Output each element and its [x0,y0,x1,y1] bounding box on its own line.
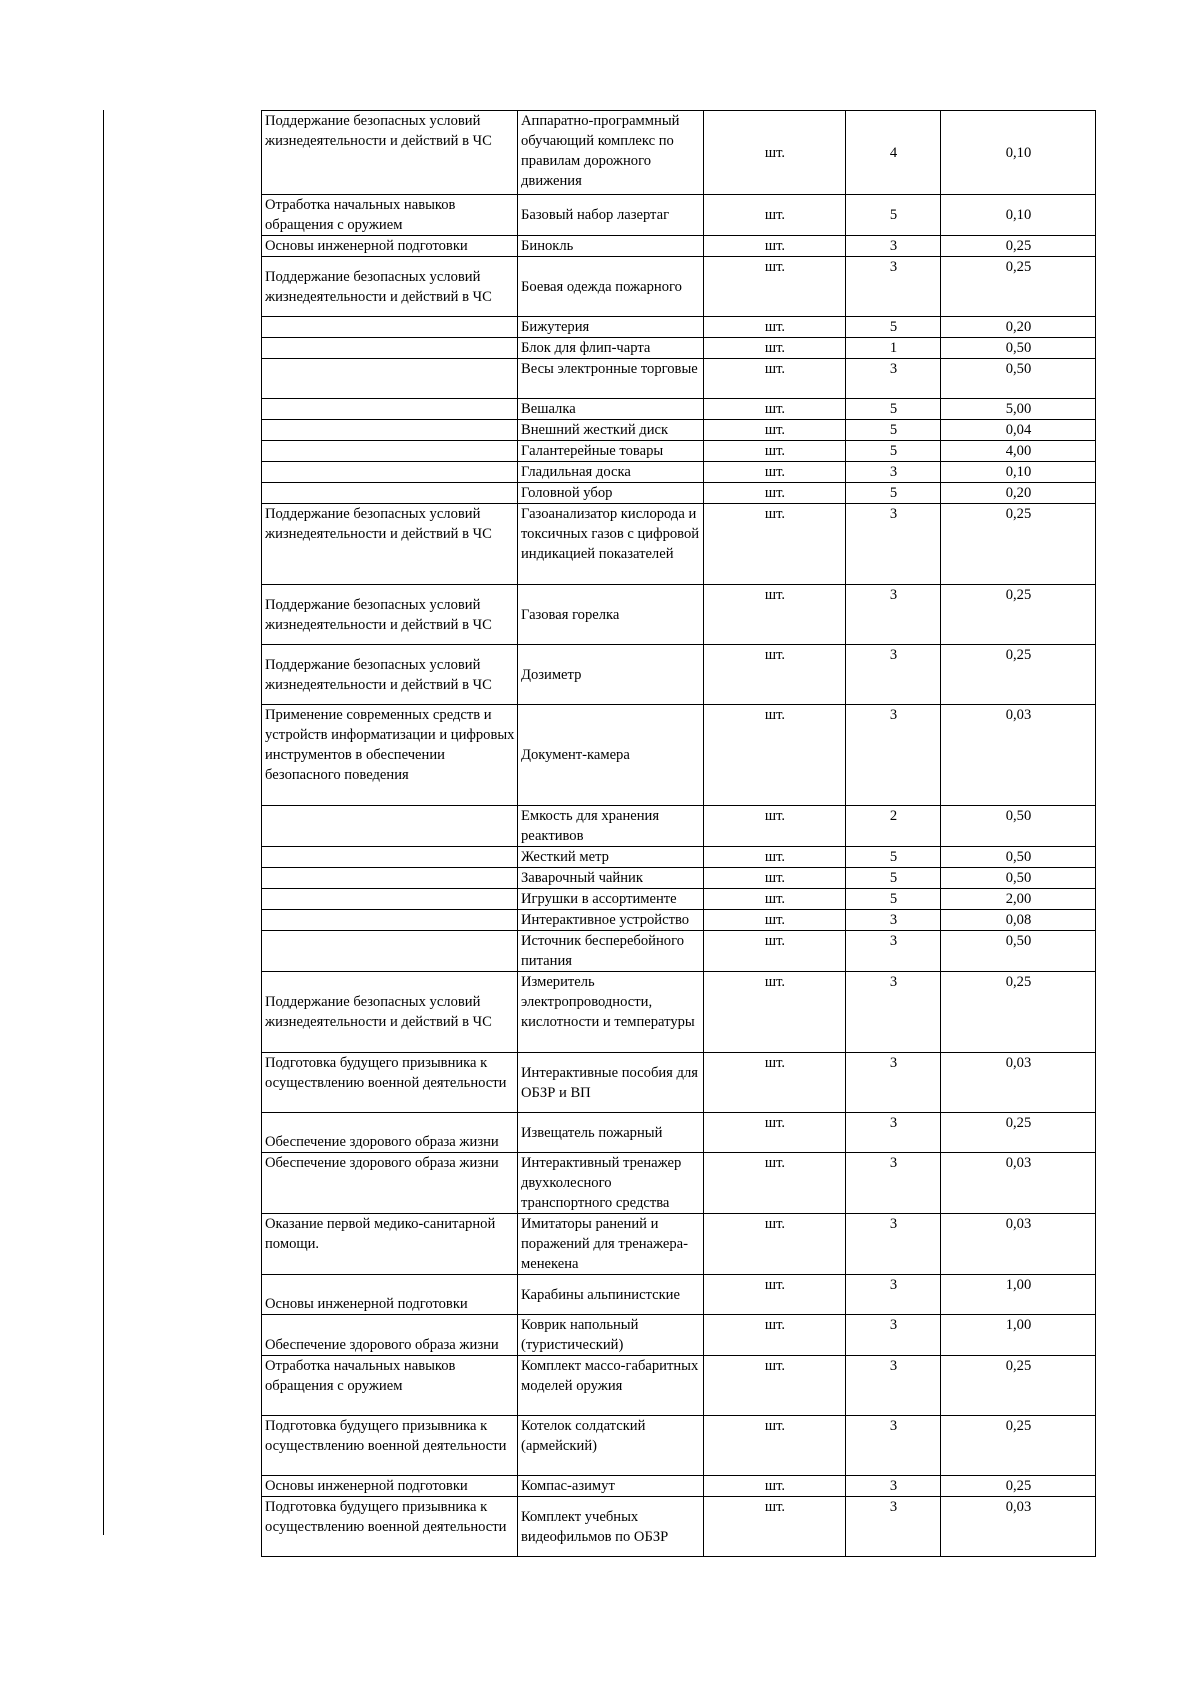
table-row [262,462,1096,483]
quantity-cell: 3 [846,1214,941,1275]
section-cell [262,806,518,847]
rate-cell: 5,00 [941,399,1096,420]
section-cell [262,359,518,399]
item-cell: Документ-камера [518,705,704,806]
rate-cell: 0,25 [941,1476,1096,1497]
table-row [262,1153,1096,1214]
item-cell: Газоанализатор кислорода и токсичных газов с цифровой индикацией показателей [518,504,704,585]
quantity-cell: 3 [846,1275,941,1315]
unit-cell: шт. [704,1416,846,1476]
unit-cell: шт. [704,806,846,847]
unit-cell: шт. [704,420,846,441]
quantity-cell: 3 [846,1416,941,1476]
item-cell: Блок для флип-чарта [518,338,704,359]
item-cell: Заварочный чайник [518,868,704,889]
unit-cell: шт. [704,399,846,420]
unit-cell: шт. [704,236,846,257]
section-cell: Подготовка будущего призывника к осуществлению военной деятельности [262,1497,518,1557]
section-cell: Подготовка будущего призывника к осуществлению военной деятельности [262,1053,518,1113]
table-row [262,504,1096,585]
quantity-cell: 3 [846,1356,941,1416]
item-cell: Гладильная доска [518,462,704,483]
unit-cell: шт. [704,1476,846,1497]
section-cell: Основы инженерной подготовки [262,1476,518,1497]
table-row [262,257,1096,317]
section-cell [262,317,518,338]
item-cell: Интерактивные пособия для ОБЗР и ВП [518,1053,704,1113]
rate-cell: 2,00 [941,889,1096,910]
unit-cell: шт. [704,1497,846,1557]
quantity-cell: 5 [846,483,941,504]
section-cell [262,931,518,972]
section-cell [262,338,518,359]
equipment-table [261,110,1096,1557]
item-cell: Коврик напольный (туристический) [518,1315,704,1356]
table-row [262,111,1096,195]
section-cell: Поддержание безопасных условий жизнедеятельности и действий в ЧС [262,645,518,705]
item-cell: Карабины альпинистские [518,1275,704,1315]
unit-cell: шт. [704,889,846,910]
rate-cell: 0,25 [941,1113,1096,1153]
item-cell: Бижутерия [518,317,704,338]
item-cell: Комплект массо-габаритных моделей оружия [518,1356,704,1416]
quantity-cell: 5 [846,868,941,889]
rate-cell: 0,10 [941,195,1096,236]
unit-cell: шт. [704,111,846,195]
table-row [262,399,1096,420]
section-cell [262,420,518,441]
section-cell [262,483,518,504]
unit-cell: шт. [704,645,846,705]
rate-cell: 0,20 [941,317,1096,338]
item-cell: Имитаторы ранений и поражений для тренажера-менекена [518,1214,704,1275]
item-cell: Газовая горелка [518,585,704,645]
unit-cell: шт. [704,1275,846,1315]
item-cell: Бинокль [518,236,704,257]
quantity-cell: 3 [846,972,941,1053]
rate-cell: 0,50 [941,338,1096,359]
table-row [262,806,1096,847]
quantity-cell: 3 [846,1113,941,1153]
item-cell: Весы электронные торговые [518,359,704,399]
item-cell: Емкость для хранения реактивов [518,806,704,847]
section-cell: Поддержание безопасных условий жизнедеятельности и действий в ЧС [262,585,518,645]
section-cell: Поддержание безопасных условий жизнедеятельности и действий в ЧС [262,257,518,317]
rate-cell: 0,03 [941,1497,1096,1557]
table-row [262,868,1096,889]
rate-cell: 0,25 [941,645,1096,705]
table-row [262,359,1096,399]
unit-cell: шт. [704,317,846,338]
item-cell: Игрушки в ассортименте [518,889,704,910]
rate-cell: 0,50 [941,806,1096,847]
table-row [262,1214,1096,1275]
rate-cell: 0,25 [941,585,1096,645]
table-row [262,847,1096,868]
section-cell: Основы инженерной подготовки [262,1275,518,1315]
table-row [262,317,1096,338]
quantity-cell: 5 [846,317,941,338]
rate-cell: 0,50 [941,931,1096,972]
rate-cell: 0,25 [941,972,1096,1053]
unit-cell: шт. [704,972,846,1053]
quantity-cell: 3 [846,257,941,317]
item-cell: Интерактивное устройство [518,910,704,931]
quantity-cell: 3 [846,462,941,483]
table-row [262,1053,1096,1113]
quantity-cell: 3 [846,585,941,645]
unit-cell: шт. [704,1113,846,1153]
rate-cell: 0,10 [941,462,1096,483]
quantity-cell: 3 [846,1315,941,1356]
item-cell: Котелок солдатский (армейский) [518,1416,704,1476]
item-cell: Головной убор [518,483,704,504]
unit-cell: шт. [704,1053,846,1113]
table-row [262,1275,1096,1315]
section-cell [262,868,518,889]
item-cell: Жесткий метр [518,847,704,868]
unit-cell: шт. [704,195,846,236]
rate-cell: 1,00 [941,1315,1096,1356]
section-cell: Основы инженерной подготовки [262,236,518,257]
rate-cell: 0,08 [941,910,1096,931]
rate-cell: 0,25 [941,1416,1096,1476]
section-cell: Поддержание безопасных условий жизнедеятельности и действий в ЧС [262,504,518,585]
quantity-cell: 3 [846,504,941,585]
table-row [262,195,1096,236]
unit-cell: шт. [704,931,846,972]
rate-cell: 0,03 [941,1214,1096,1275]
item-cell: Аппаратно-программный обучающий комплекс по правилам дорожного движения [518,111,704,195]
section-cell: Поддержание безопасных условий жизнедеятельности и действий в ЧС [262,111,518,195]
table-row [262,420,1096,441]
section-cell: Поддержание безопасных условий жизнедеятельности и действий в ЧС [262,972,518,1053]
unit-cell: шт. [704,585,846,645]
quantity-cell: 3 [846,645,941,705]
unit-cell: шт. [704,1315,846,1356]
table-row [262,1416,1096,1476]
quantity-cell: 5 [846,441,941,462]
quantity-cell: 2 [846,806,941,847]
table-row [262,441,1096,462]
unit-cell: шт. [704,359,846,399]
quantity-cell: 5 [846,399,941,420]
quantity-cell: 3 [846,1497,941,1557]
table-row [262,705,1096,806]
table-row [262,1356,1096,1416]
unit-cell: шт. [704,441,846,462]
table-row [262,1113,1096,1153]
rate-cell: 0,10 [941,111,1096,195]
unit-cell: шт. [704,868,846,889]
quantity-cell: 3 [846,931,941,972]
unit-cell: шт. [704,483,846,504]
table-row [262,645,1096,705]
item-cell: Боевая одежда пожарного [518,257,704,317]
item-cell: Базовый набор лазертаг [518,195,704,236]
section-cell: Обеспечение здорового образа жизни [262,1153,518,1214]
unit-cell: шт. [704,705,846,806]
section-cell: Оказание первой медико-санитарной помощи. [262,1214,518,1275]
quantity-cell: 3 [846,359,941,399]
table-row [262,236,1096,257]
rate-cell: 1,00 [941,1275,1096,1315]
section-cell: Обеспечение здорового образа жизни [262,1315,518,1356]
quantity-cell: 5 [846,889,941,910]
unit-cell: шт. [704,910,846,931]
unit-cell: шт. [704,847,846,868]
rate-cell: 0,04 [941,420,1096,441]
quantity-cell: 5 [846,847,941,868]
rate-cell: 0,25 [941,1356,1096,1416]
unit-cell: шт. [704,1153,846,1214]
section-cell [262,847,518,868]
table-row [262,1476,1096,1497]
table-row [262,338,1096,359]
section-cell [262,441,518,462]
section-cell: Отработка начальных навыков обращения с оружием [262,1356,518,1416]
rate-cell: 0,25 [941,257,1096,317]
rate-cell: 4,00 [941,441,1096,462]
table-row [262,483,1096,504]
item-cell: Измеритель электропроводности, кислотности и температуры [518,972,704,1053]
rate-cell: 0,03 [941,1053,1096,1113]
table-row [262,889,1096,910]
quantity-cell: 3 [846,705,941,806]
quantity-cell: 3 [846,236,941,257]
quantity-cell: 1 [846,338,941,359]
section-cell [262,462,518,483]
item-cell: Компас-азимут [518,1476,704,1497]
section-cell: Подготовка будущего призывника к осуществлению военной деятельности [262,1416,518,1476]
table-row [262,1497,1096,1557]
table-row [262,910,1096,931]
item-cell: Источник бесперебойного питания [518,931,704,972]
unit-cell: шт. [704,504,846,585]
item-cell: Внешний жесткий диск [518,420,704,441]
quantity-cell: 3 [846,1053,941,1113]
item-cell: Комплект учебных видеофильмов по ОБЗР [518,1497,704,1557]
section-cell [262,910,518,931]
rate-cell: 0,50 [941,847,1096,868]
section-cell [262,889,518,910]
item-cell: Вешалка [518,399,704,420]
unit-cell: шт. [704,257,846,317]
section-cell [262,399,518,420]
unit-cell: шт. [704,1356,846,1416]
section-cell: Применение современных средств и устройств информатизации и цифровых инструментов в обеспечении безопасного поведения [262,705,518,806]
rate-cell: 0,25 [941,236,1096,257]
item-cell: Дозиметр [518,645,704,705]
quantity-cell: 3 [846,910,941,931]
left-margin-rule [103,110,104,1535]
table-row [262,1315,1096,1356]
rate-cell: 0,20 [941,483,1096,504]
unit-cell: шт. [704,1214,846,1275]
item-cell: Интерактивный тренажер двухколесного транспортного средства [518,1153,704,1214]
section-cell: Обеспечение здорового образа жизни [262,1113,518,1153]
quantity-cell: 4 [846,111,941,195]
rate-cell: 0,03 [941,1153,1096,1214]
section-cell: Отработка начальных навыков обращения с оружием [262,195,518,236]
rate-cell: 0,50 [941,359,1096,399]
item-cell: Галантерейные товары [518,441,704,462]
rate-cell: 0,50 [941,868,1096,889]
rate-cell: 0,25 [941,504,1096,585]
item-cell: Извещатель пожарный [518,1113,704,1153]
quantity-cell: 3 [846,1476,941,1497]
quantity-cell: 5 [846,420,941,441]
table-row [262,931,1096,972]
table-row [262,972,1096,1053]
table-row [262,585,1096,645]
unit-cell: шт. [704,338,846,359]
quantity-cell: 5 [846,195,941,236]
unit-cell: шт. [704,462,846,483]
rate-cell: 0,03 [941,705,1096,806]
quantity-cell: 3 [846,1153,941,1214]
